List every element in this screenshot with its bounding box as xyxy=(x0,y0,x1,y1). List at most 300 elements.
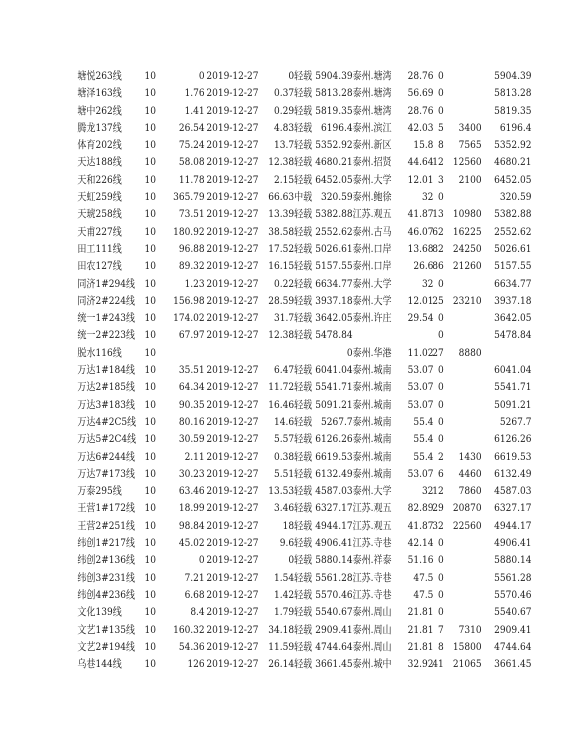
date-cell: 2019-12-27 xyxy=(206,312,259,325)
load-status-cell: 轻载 xyxy=(294,225,313,238)
voltage-cell: 10 xyxy=(144,502,156,515)
length-cell: 365.79 xyxy=(173,191,205,204)
date-cell: 2019-12-27 xyxy=(206,70,259,82)
voltage-cell: 10 xyxy=(144,104,156,117)
available-capacity-cell: 4906.41 xyxy=(494,537,532,550)
table-row xyxy=(0,327,532,344)
length-cell: 75.24 xyxy=(178,139,205,152)
count-cell: 0 xyxy=(438,381,444,394)
voltage-cell: 10 xyxy=(144,537,156,550)
available-capacity-cell: 4744.64 xyxy=(494,640,532,653)
load-cell: 0.29 xyxy=(274,104,295,117)
substation-cell: 江苏.观五 xyxy=(352,519,392,532)
load-cell: 1.79 xyxy=(274,606,295,619)
voltage-cell: 10 xyxy=(144,173,156,186)
substation-cell: 泰州.城南 xyxy=(352,381,392,394)
load-status-cell: 轻载 xyxy=(294,260,313,273)
length-cell: 126 xyxy=(187,658,205,671)
substation-cell: 泰州.祥泰 xyxy=(352,554,392,567)
line-name-cell: 脱水116线 xyxy=(77,346,122,359)
substation-cell: 泰州.城南 xyxy=(352,467,392,480)
load-cell: 0.37 xyxy=(274,87,295,100)
load-status-cell: 轻载 xyxy=(294,537,313,550)
installed-capacity-cell: 7860 xyxy=(458,485,482,498)
rate-cell: 32.92 xyxy=(407,658,434,671)
line-name-cell: 万达2#185线 xyxy=(77,381,136,394)
length-cell: 160.32 xyxy=(173,623,205,636)
length-cell: 2.11 xyxy=(184,450,205,463)
load-cell: 18 xyxy=(282,519,295,532)
available-capacity-cell: 5267.7 xyxy=(499,415,532,428)
capacity-cell: 6126.26 xyxy=(315,433,353,446)
table-row xyxy=(0,604,532,621)
load-cell: 12.38 xyxy=(268,329,295,342)
rate-cell: 11.02 xyxy=(407,346,434,359)
rate-cell: 41.87 xyxy=(407,208,434,221)
length-cell: 64.34 xyxy=(178,381,205,394)
length-cell: 0 xyxy=(198,70,205,82)
voltage-cell: 10 xyxy=(144,398,156,411)
capacity-cell: 5026.61 xyxy=(315,242,353,255)
load-cell: 14.6 xyxy=(274,415,295,428)
line-name-cell: 塘中262线 xyxy=(77,104,122,117)
line-name-cell: 万达7#173线 xyxy=(77,467,136,480)
load-status-cell: 轻载 xyxy=(294,571,313,584)
voltage-cell: 10 xyxy=(144,260,156,273)
load-status-cell: 轻载 xyxy=(294,467,313,480)
substation-cell: 泰州.大学 xyxy=(352,173,392,186)
available-capacity-cell: 5540.67 xyxy=(494,606,532,619)
voltage-cell: 10 xyxy=(144,208,156,221)
capacity-cell: 4744.64 xyxy=(315,640,353,653)
date-cell: 2019-12-27 xyxy=(206,225,259,238)
capacity-cell: 5819.35 xyxy=(315,104,353,117)
date-cell: 2019-12-27 xyxy=(206,277,259,290)
capacity-cell: 0 xyxy=(346,346,353,359)
line-name-cell: 纬创4#236线 xyxy=(77,588,136,601)
load-cell: 0.22 xyxy=(274,277,295,290)
line-name-cell: 万达3#183线 xyxy=(77,398,136,411)
rate-cell: 21.81 xyxy=(407,606,434,619)
date-cell: 2019-12-27 xyxy=(206,554,259,567)
installed-capacity-cell: 7310 xyxy=(458,623,482,636)
load-status-cell: 轻载 xyxy=(294,433,313,446)
voltage-cell: 10 xyxy=(144,346,156,359)
line-name-cell: 塘悦263线 xyxy=(77,70,122,82)
table-row xyxy=(0,120,532,137)
date-cell: 2019-12-27 xyxy=(206,502,259,515)
rate-cell: 47.5 xyxy=(413,571,434,584)
available-capacity-cell: 5561.28 xyxy=(494,571,532,584)
voltage-cell: 10 xyxy=(144,571,156,584)
substation-cell: 泰州.大学 xyxy=(352,294,392,307)
length-cell: 96.88 xyxy=(178,242,205,255)
load-cell: 13.39 xyxy=(268,208,295,221)
substation-cell: 泰州.城南 xyxy=(352,398,392,411)
count-cell: 0 xyxy=(438,571,444,584)
installed-capacity-cell: 21260 xyxy=(452,260,482,273)
substation-cell: 泰州.周山 xyxy=(352,606,392,619)
table-row xyxy=(0,622,532,639)
capacity-cell: 5157.55 xyxy=(315,260,353,273)
length-cell: 98.84 xyxy=(178,519,205,532)
capacity-cell: 5561.28 xyxy=(315,571,353,584)
load-status-cell: 轻载 xyxy=(294,70,313,82)
table-row xyxy=(0,68,532,85)
count-cell: 0 xyxy=(438,329,444,342)
load-cell: 0.38 xyxy=(274,450,295,463)
voltage-cell: 10 xyxy=(144,450,156,463)
line-name-cell: 同济1#294线 xyxy=(77,277,136,290)
voltage-cell: 10 xyxy=(144,364,156,377)
date-cell: 2019-12-27 xyxy=(206,623,259,636)
available-capacity-cell: 6452.05 xyxy=(494,173,532,186)
available-capacity-cell: 320.59 xyxy=(499,191,532,204)
rate-cell: 21.81 xyxy=(407,623,434,636)
substation-cell: 泰州.城南 xyxy=(352,433,392,446)
rate-cell: 53.07 xyxy=(407,364,434,377)
length-cell: 156.98 xyxy=(173,294,205,307)
length-cell: 90.35 xyxy=(178,398,205,411)
count-cell: 5 xyxy=(438,121,444,134)
date-cell: 2019-12-27 xyxy=(206,381,259,394)
voltage-cell: 10 xyxy=(144,294,156,307)
load-status-cell: 轻载 xyxy=(294,277,313,290)
load-status-cell: 轻载 xyxy=(294,173,313,186)
count-cell: 0 xyxy=(438,364,444,377)
line-name-cell: 同济2#224线 xyxy=(77,294,136,307)
substation-cell: 泰州.新区 xyxy=(352,139,392,152)
available-capacity-cell: 4944.17 xyxy=(494,519,532,532)
available-capacity-cell: 5541.71 xyxy=(494,381,532,394)
voltage-cell: 10 xyxy=(144,415,156,428)
line-name-cell: 田农127线 xyxy=(77,260,122,273)
substation-cell: 泰州.城南 xyxy=(352,415,392,428)
capacity-cell: 6196.4 xyxy=(320,121,353,134)
date-cell: 2019-12-27 xyxy=(206,87,259,100)
load-cell: 5.51 xyxy=(274,467,295,480)
load-status-cell: 轻载 xyxy=(294,312,313,325)
line-name-cell: 统一1#243线 xyxy=(77,312,136,325)
installed-capacity-cell: 7565 xyxy=(458,139,482,152)
load-cell: 66.63 xyxy=(268,191,295,204)
substation-cell: 泰州.塘湾 xyxy=(352,87,392,100)
voltage-cell: 10 xyxy=(144,658,156,671)
capacity-cell: 5541.71 xyxy=(315,381,353,394)
date-cell: 2019-12-27 xyxy=(206,104,259,117)
table-row xyxy=(0,414,532,431)
count-cell: 0 xyxy=(438,191,444,204)
rate-cell: 44.64 xyxy=(407,156,434,169)
substation-cell: 泰州.塘湾 xyxy=(352,70,392,82)
count-cell: 0 xyxy=(438,87,444,100)
line-name-cell: 文艺2#194线 xyxy=(77,640,136,653)
date-cell: 2019-12-27 xyxy=(206,173,259,186)
load-cell: 16.46 xyxy=(268,398,295,411)
line-name-cell: 天虹259线 xyxy=(77,191,122,204)
date-cell: 2019-12-27 xyxy=(206,242,259,255)
substation-cell: 泰州.大学 xyxy=(352,277,392,290)
length-cell: 30.23 xyxy=(178,467,205,480)
load-cell: 1.42 xyxy=(274,588,295,601)
line-name-cell: 文艺1#135线 xyxy=(77,623,136,636)
line-name-cell: 纬创2#136线 xyxy=(77,554,136,567)
substation-cell: 泰州.古马 xyxy=(352,225,392,238)
capacity-cell: 320.59 xyxy=(320,191,353,204)
date-cell: 2019-12-27 xyxy=(206,450,259,463)
count-cell: 0 xyxy=(438,398,444,411)
load-status-cell: 轻载 xyxy=(294,121,313,134)
load-cell: 9.6 xyxy=(279,537,295,550)
voltage-cell: 10 xyxy=(144,70,156,82)
load-status-cell: 轻载 xyxy=(294,450,313,463)
date-cell: 2019-12-27 xyxy=(206,588,259,601)
capacity-cell: 6041.04 xyxy=(315,364,353,377)
length-cell: 6.68 xyxy=(184,588,205,601)
count-cell: 0 xyxy=(438,606,444,619)
capacity-cell: 4906.41 xyxy=(315,537,353,550)
installed-capacity-cell: 16225 xyxy=(452,225,482,238)
table-row xyxy=(0,466,532,483)
capacity-cell: 5478.84 xyxy=(315,329,353,342)
voltage-cell: 10 xyxy=(144,640,156,653)
date-cell: 2019-12-27 xyxy=(206,640,259,653)
length-cell: 35.51 xyxy=(178,364,205,377)
count-cell: 0 xyxy=(438,588,444,601)
substation-cell: 江苏.寺巷 xyxy=(352,571,392,584)
available-capacity-cell: 5813.28 xyxy=(494,87,532,100)
available-capacity-cell: 5382.88 xyxy=(494,208,532,221)
available-capacity-cell: 5570.46 xyxy=(494,588,532,601)
count-cell: 32 xyxy=(432,519,444,532)
table-row xyxy=(0,345,499,362)
substation-cell: 泰州.滨江 xyxy=(352,121,392,134)
rate-cell: 42.03 xyxy=(407,121,434,134)
load-cell: 6.47 xyxy=(274,364,295,377)
rate-cell: 12.01 xyxy=(407,294,434,307)
substation-cell: 泰州.大学 xyxy=(352,485,392,498)
rate-cell: 15.8 xyxy=(413,139,434,152)
table-row xyxy=(0,241,532,258)
substation-cell: 泰州.许庄 xyxy=(352,312,392,325)
substation-cell: 江苏.寺巷 xyxy=(352,537,392,550)
rate-cell: 32 xyxy=(421,485,434,498)
capacity-cell: 5091.21 xyxy=(315,398,353,411)
available-capacity-cell: 6041.04 xyxy=(494,364,532,377)
voltage-cell: 10 xyxy=(144,139,156,152)
load-cell: 34.18 xyxy=(268,623,295,636)
line-name-cell: 统一2#223线 xyxy=(77,329,136,342)
load-cell: 12.38 xyxy=(268,156,295,169)
load-status-cell: 轻载 xyxy=(294,242,313,255)
available-capacity-cell: 6634.77 xyxy=(494,277,532,290)
date-cell: 2019-12-27 xyxy=(206,485,259,498)
count-cell: 82 xyxy=(432,242,444,255)
voltage-cell: 10 xyxy=(144,329,156,342)
table-row xyxy=(0,206,532,223)
capacity-cell: 5904.39 xyxy=(315,70,353,82)
voltage-cell: 10 xyxy=(144,225,156,238)
table-row xyxy=(0,656,532,673)
table-row xyxy=(0,293,532,310)
line-name-cell: 腾龙137线 xyxy=(77,121,122,134)
rate-cell: 53.07 xyxy=(407,381,434,394)
capacity-cell: 5570.46 xyxy=(315,588,353,601)
line-name-cell: 王营1#172线 xyxy=(77,502,136,515)
installed-capacity-cell: 3400 xyxy=(458,121,482,134)
voltage-cell: 10 xyxy=(144,588,156,601)
length-cell: 11.78 xyxy=(178,173,205,186)
length-cell: 174.02 xyxy=(173,312,205,325)
date-cell: 2019-12-27 xyxy=(206,537,259,550)
substation-cell: 泰州.口岸 xyxy=(352,242,392,255)
load-cell: 13.53 xyxy=(268,485,295,498)
line-name-cell: 纬创3#231线 xyxy=(77,571,136,584)
load-status-cell: 轻载 xyxy=(294,485,313,498)
line-name-cell: 万达5#2C4线 xyxy=(77,433,137,446)
count-cell: 6 xyxy=(438,467,444,480)
line-name-cell: 王营2#251线 xyxy=(77,519,136,532)
length-cell: 54.36 xyxy=(178,640,205,653)
voltage-cell: 10 xyxy=(144,485,156,498)
length-cell: 0 xyxy=(198,554,205,567)
length-cell: 1.23 xyxy=(184,277,205,290)
rate-cell: 55.4 xyxy=(413,450,434,463)
available-capacity-cell: 5352.92 xyxy=(494,139,532,152)
capacity-cell: 5267.7 xyxy=(320,415,353,428)
load-status-cell: 轻载 xyxy=(294,87,313,100)
load-cell: 11.72 xyxy=(268,381,295,394)
load-cell: 13.7 xyxy=(274,139,295,152)
capacity-cell: 5540.67 xyxy=(315,606,353,619)
data-table xyxy=(0,68,580,673)
voltage-cell: 10 xyxy=(144,156,156,169)
count-cell: 0 xyxy=(438,104,444,117)
table-row xyxy=(0,258,532,275)
line-name-cell: 万达4#2C5线 xyxy=(77,415,137,428)
load-status-cell: 轻载 xyxy=(294,139,313,152)
table-row xyxy=(0,449,532,466)
count-cell: 8 xyxy=(438,139,444,152)
installed-capacity-cell: 20870 xyxy=(452,502,482,515)
date-cell: 2019-12-27 xyxy=(206,156,259,169)
voltage-cell: 10 xyxy=(144,381,156,394)
table-row xyxy=(0,172,532,189)
date-cell: 2019-12-27 xyxy=(206,467,259,480)
rate-cell: 53.07 xyxy=(407,398,434,411)
available-capacity-cell: 5091.21 xyxy=(494,398,532,411)
installed-capacity-cell: 22560 xyxy=(452,519,482,532)
capacity-cell: 6132.49 xyxy=(315,467,353,480)
line-name-cell: 田工111线 xyxy=(77,242,122,255)
date-cell: 2019-12-27 xyxy=(206,294,259,307)
installed-capacity-cell: 8880 xyxy=(458,346,482,359)
capacity-cell: 6619.53 xyxy=(315,450,353,463)
rate-cell: 56.69 xyxy=(407,87,434,100)
length-cell: 180.92 xyxy=(173,225,205,238)
capacity-cell: 4680.21 xyxy=(315,156,353,169)
rate-cell: 32 xyxy=(421,277,434,290)
load-cell: 3.46 xyxy=(274,502,295,515)
line-name-cell: 天甫227线 xyxy=(77,225,122,238)
load-cell: 26.14 xyxy=(268,658,295,671)
length-cell: 67.97 xyxy=(178,329,205,342)
table-row xyxy=(0,85,532,102)
load-status-cell: 轻载 xyxy=(294,208,313,221)
count-cell: 0 xyxy=(438,312,444,325)
count-cell: 29 xyxy=(432,502,444,515)
voltage-cell: 10 xyxy=(144,554,156,567)
load-status-cell: 轻载 xyxy=(294,519,313,532)
table-row xyxy=(0,224,532,241)
line-name-cell: 纬创1#217线 xyxy=(77,537,136,550)
rate-cell: 55.4 xyxy=(413,415,434,428)
count-cell: 86 xyxy=(432,260,444,273)
load-status-cell: 轻载 xyxy=(294,294,313,307)
installed-capacity-cell: 21065 xyxy=(452,658,482,671)
length-cell: 89.32 xyxy=(178,260,205,273)
substation-cell: 泰州.鲍徐 xyxy=(352,191,392,204)
date-cell: 2019-12-27 xyxy=(206,260,259,273)
load-status-cell: 轻载 xyxy=(294,104,313,117)
load-status-cell: 轻载 xyxy=(294,554,313,567)
voltage-cell: 10 xyxy=(144,519,156,532)
capacity-cell: 6634.77 xyxy=(315,277,353,290)
count-cell: 0 xyxy=(438,433,444,446)
table-row xyxy=(0,379,532,396)
available-capacity-cell: 4587.03 xyxy=(494,485,532,498)
load-cell: 4.83 xyxy=(274,121,295,134)
length-cell: 80.16 xyxy=(178,415,205,428)
length-cell: 26.54 xyxy=(178,121,205,134)
load-cell: 31.7 xyxy=(274,312,295,325)
capacity-cell: 2552.62 xyxy=(315,225,353,238)
available-capacity-cell: 3937.18 xyxy=(494,294,532,307)
count-cell: 2 xyxy=(438,450,444,463)
available-capacity-cell: 3642.05 xyxy=(494,312,532,325)
date-cell: 2019-12-27 xyxy=(206,139,259,152)
line-name-cell: 体育202线 xyxy=(77,139,122,152)
installed-capacity-cell: 1430 xyxy=(458,450,482,463)
voltage-cell: 10 xyxy=(144,277,156,290)
table-row xyxy=(0,518,532,535)
line-name-cell: 乌巷144线 xyxy=(77,658,122,671)
available-capacity-cell: 5904.39 xyxy=(494,70,532,82)
rate-cell: 32 xyxy=(421,191,434,204)
voltage-cell: 10 xyxy=(144,433,156,446)
load-status-cell: 轻载 xyxy=(294,398,313,411)
substation-cell: 泰州.招贤 xyxy=(352,156,392,169)
count-cell: 7 xyxy=(438,623,444,636)
load-cell: 5.57 xyxy=(274,433,295,446)
load-status-cell: 轻载 xyxy=(294,329,313,342)
length-cell: 73.51 xyxy=(178,208,205,221)
rate-cell: 28.76 xyxy=(407,104,434,117)
date-cell: 2019-12-27 xyxy=(206,121,259,134)
date-cell: 2019-12-27 xyxy=(206,191,259,204)
installed-capacity-cell: 2100 xyxy=(458,173,482,186)
load-cell: 16.15 xyxy=(268,260,295,273)
date-cell: 2019-12-27 xyxy=(206,415,259,428)
rate-cell: 82.89 xyxy=(407,502,434,515)
substation-cell: 泰州.城南 xyxy=(352,364,392,377)
capacity-cell: 3642.05 xyxy=(315,312,353,325)
capacity-cell: 6327.17 xyxy=(315,502,353,515)
available-capacity-cell: 2552.62 xyxy=(494,225,532,238)
load-cell: 1.54 xyxy=(274,571,295,584)
substation-cell: 江苏.观五 xyxy=(352,208,392,221)
length-cell: 45.02 xyxy=(178,537,205,550)
